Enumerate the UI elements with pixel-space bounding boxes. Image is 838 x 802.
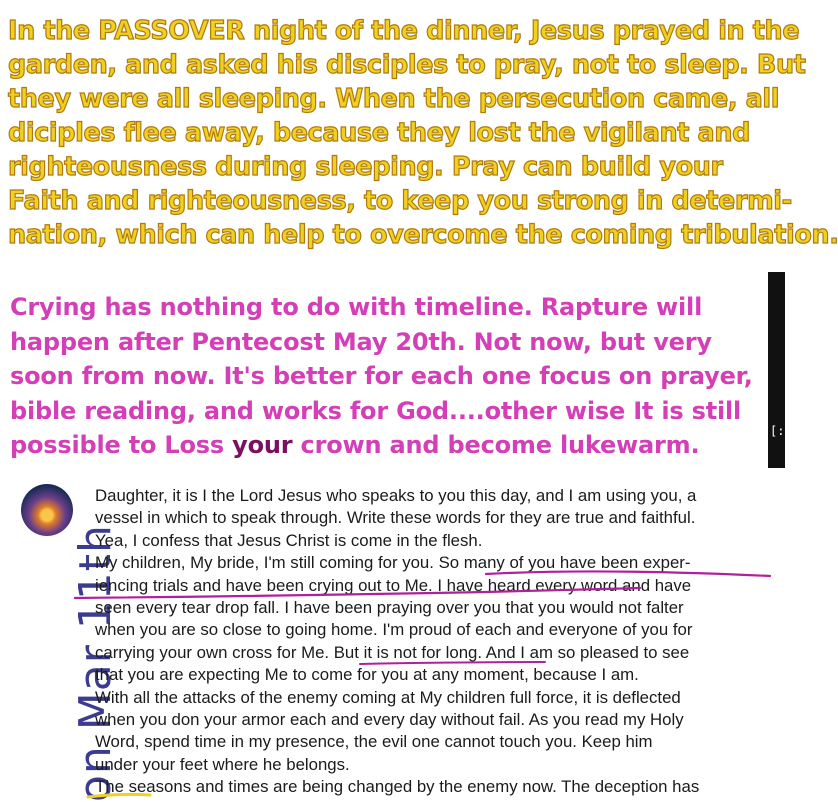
yellow-caption-line: garden, and asked his disciples to pray, not to sleep. But <box>8 50 806 80</box>
yellow-caption-line: they were all sleeping. When the persecution came, all <box>8 84 780 114</box>
message-line: seen every tear drop fall. I have been praying over you that you would not falter <box>95 598 684 618</box>
message-line: vessel in which to speak through. Write these words for they are true and faithful. <box>95 508 696 528</box>
yellow-caption-line: In the PASSOVER night of the dinner, Jesus prayed in the <box>8 16 800 46</box>
avatar <box>21 484 73 536</box>
message-line: when you are so close to going home. I'm proud of each and everyone of you for <box>95 620 693 640</box>
yellow-caption-line: Faith and righteousness, to keep you strong in determi- <box>8 186 792 216</box>
message-line: when you don your armor each and every day without fail. As you read my Holy <box>95 710 684 730</box>
vertical-date-text: on Mar 11th <box>70 524 121 802</box>
magenta-caption-line: soon from now. It's better for each one focus on prayer, <box>10 362 753 391</box>
magenta-caption-line: happen after Pentecost May 20th. Not now, but very <box>10 327 712 356</box>
magenta-caption-line: Crying has nothing to do with timeline. Rapture will <box>10 293 703 321</box>
magenta-text-post: crown and become lukewarm. <box>292 431 700 460</box>
message-body <box>95 485 783 799</box>
magenta-caption-line: bible reading, and works for God....other wise It is still <box>10 396 742 425</box>
magenta-caption-line <box>10 428 770 463</box>
message-line: that you are expecting Me to come for you at any moment, because I am. <box>95 665 639 685</box>
message-line: My children, My bride, I'm still coming for you. So many of you have been exper- <box>95 553 691 573</box>
yellow-caption-line: diciples flee away, because they lost the vigilant and <box>8 118 750 148</box>
emphasized-word: your <box>232 431 293 460</box>
side-bar-mark: [: <box>770 424 785 438</box>
yellow-caption-line: nation, which can help to overcome the coming tribulation. <box>8 220 838 250</box>
message-line: carrying your own cross for Me. But it is not for long. And I am so pleased to see <box>95 642 690 662</box>
side-scrollbar[interactable] <box>768 272 785 468</box>
message-line: Daughter, it is I the Lord Jesus who speaks to you this day, and I am using you, a <box>95 486 697 505</box>
message-line: With all the attacks of the enemy coming at My children full force, it is deflected <box>95 687 681 707</box>
yellow-caption-line: righteousness during sleeping. Pray can build your <box>8 152 723 182</box>
magenta-caption <box>10 290 770 463</box>
magenta-text-pre: possible to Loss <box>10 431 233 460</box>
vertical-date <box>12 524 121 802</box>
message-line: The seasons and times are being changed by the enemy now. The deception has <box>95 777 700 797</box>
message-line: Word, spend time in my presence, the evil one cannot touch you. Keep him <box>95 732 653 752</box>
message-line: Yea, I confess that Jesus Christ is come in the flesh. <box>95 530 483 550</box>
message-line: under your feet where he belongs. <box>95 754 350 774</box>
yellow-caption <box>8 14 838 252</box>
message-line: iencing trials and have been crying out to Me. I have heard every word and have <box>95 575 692 595</box>
